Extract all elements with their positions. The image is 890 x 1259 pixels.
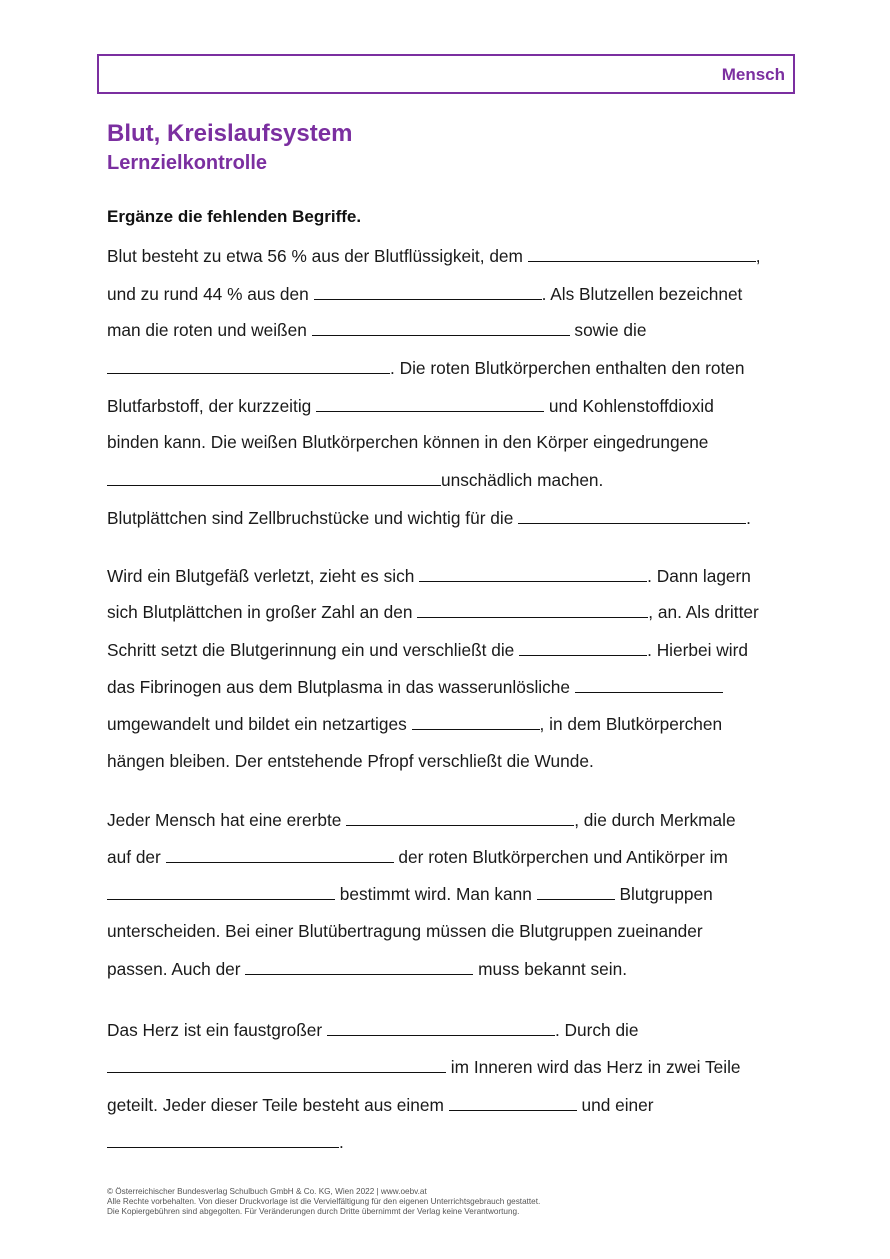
fill-blank[interactable]	[312, 320, 570, 336]
text-line: Das Herz ist ein faustgroßer . Durch die	[107, 1020, 639, 1040]
text-line: Blutfarbstoff, der kurzzeitig und Kohlenstoffdioxid	[107, 396, 714, 416]
text-line: Schritt setzt die Blutgerinnung ein und verschließt die . Hierbei wird	[107, 640, 748, 660]
fill-blank[interactable]	[107, 1132, 339, 1148]
subject-label: Mensch	[721, 65, 785, 84]
fill-blank[interactable]	[417, 602, 648, 618]
fill-blank[interactable]	[166, 847, 394, 863]
fill-blank[interactable]	[528, 246, 756, 262]
footer-disclaimer: Die Kopiergebühren sind abgegolten. Für Veränderungen durch Dritte übernimmt der Verlag keine Verantwortung.	[107, 1207, 520, 1216]
text-line: unschädlich machen.	[107, 470, 603, 491]
text-line: passen. Auch der muss bekannt sein.	[107, 959, 628, 979]
text-line: unterscheiden. Bei einer Blutübertragung müssen die Blutgruppen zueinander	[107, 921, 703, 941]
text-line: man die roten und weißen sowie die	[107, 320, 647, 340]
text-line: bestimmt wird. Man kann Blutgruppen	[107, 884, 713, 905]
fill-blank[interactable]	[314, 284, 542, 300]
fill-blank[interactable]	[107, 470, 441, 486]
text-line: .	[107, 1132, 344, 1153]
text-line: umgewandelt und bildet ein netzartiges , in dem Blutkörperchen	[107, 714, 723, 734]
text-line: im Inneren wird das Herz in zwei Teile	[107, 1057, 741, 1078]
fill-blank[interactable]	[518, 508, 746, 524]
text-line: Blut besteht zu etwa 56 % aus der Blutflüssigkeit, dem ,	[107, 246, 761, 266]
fill-blank[interactable]	[575, 677, 723, 693]
text-line: Blutplättchen sind Zellbruchstücke und wichtig für die .	[107, 508, 751, 528]
instruction: Ergänze die fehlenden Begriffe.	[107, 207, 362, 226]
text-line: sich Blutplättchen in großer Zahl an den , an. Als dritter	[107, 602, 759, 622]
footer-copyright: © Österreichischer Bundesverlag Schulbuch GmbH & Co. KG, Wien 2022 | www.oebv.at	[107, 1187, 427, 1196]
text-line: das Fibrinogen aus dem Blutplasma in das wasserunlösliche	[107, 677, 723, 698]
page-title: Blut, Kreislaufsystem	[107, 120, 353, 147]
text-line: Jeder Mensch hat eine ererbte , die durch Merkmale	[107, 810, 736, 830]
text-line: geteilt. Jeder dieser Teile besteht aus einem und einer	[107, 1095, 654, 1115]
footer	[107, 1187, 540, 1217]
fill-blank[interactable]	[327, 1020, 555, 1036]
fill-blank[interactable]	[107, 358, 390, 374]
text-line: hängen bleiben. Der entstehende Pfropf verschließt die Wunde.	[107, 751, 594, 771]
fill-blank[interactable]	[245, 959, 473, 975]
fill-blank[interactable]	[316, 396, 544, 412]
text-line: . Die roten Blutkörperchen enthalten den roten	[107, 358, 745, 379]
fill-blank[interactable]	[537, 884, 615, 900]
fill-blank[interactable]	[449, 1095, 577, 1111]
fill-blank[interactable]	[107, 1057, 446, 1073]
fill-blank[interactable]	[346, 810, 574, 826]
text-line: binden kann. Die weißen Blutkörperchen können in den Körper eingedrungene	[107, 432, 709, 452]
fill-blank[interactable]	[107, 884, 335, 900]
page-subtitle: Lernzielkontrolle	[107, 152, 268, 174]
fill-blank[interactable]	[412, 714, 540, 730]
footer-rights: Alle Rechte vorbehalten. Von dieser Druckvorlage ist die Vervielfältigung für den eigenen Unterrichtsgebrauch gestattet.	[107, 1197, 541, 1206]
fill-blank[interactable]	[519, 640, 647, 656]
header-box	[97, 54, 795, 94]
text-line: Wird ein Blutgefäß verletzt, zieht es sich . Dann lagern	[107, 566, 751, 586]
text-line: und zu rund 44 % aus den . Als Blutzellen bezeichnet	[107, 284, 743, 304]
fill-blank[interactable]	[419, 566, 647, 582]
text-line: auf der der roten Blutkörperchen und Antikörper im	[107, 847, 728, 867]
